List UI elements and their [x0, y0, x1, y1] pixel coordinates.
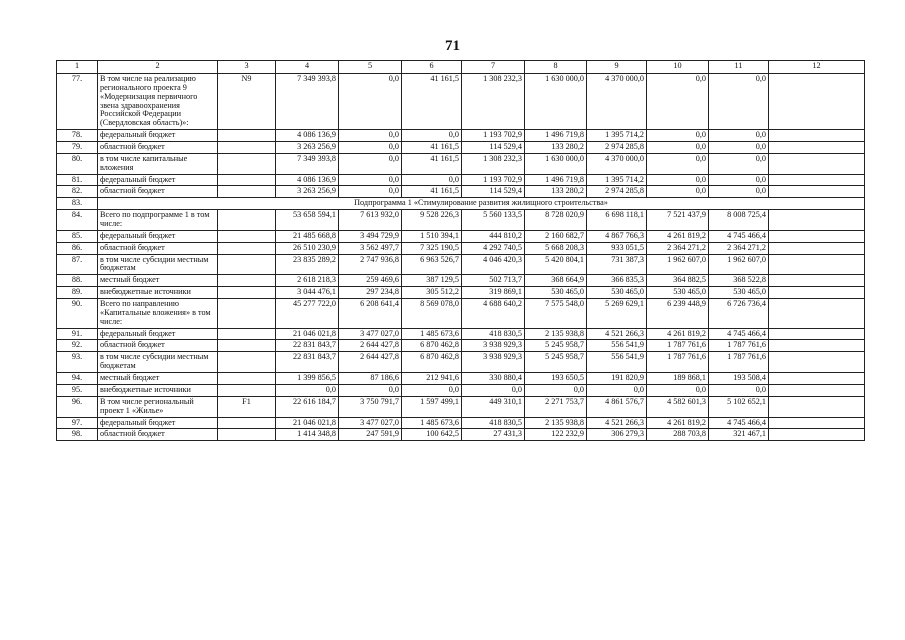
- value-cell: 4 046 420,3: [462, 254, 525, 275]
- subprogram-header: Подпрограмма 1 «Стимулирование развития жилищного строительства»: [98, 198, 865, 210]
- value-cell: 191 820,9: [587, 373, 647, 385]
- value-cell: 0,0: [402, 130, 462, 142]
- row-label: Всего по направлению «Капитальные вложения» в том числе:: [98, 299, 218, 329]
- value-cell: 444 810,2: [462, 230, 525, 242]
- value-cell: 0,0: [647, 384, 709, 396]
- column-number-row: [57, 61, 865, 74]
- value-cell: 0,0: [339, 153, 402, 174]
- value-cell: [769, 275, 865, 287]
- value-cell: 0,0: [339, 384, 402, 396]
- project-code: [218, 254, 276, 275]
- value-cell: 6 698 118,1: [587, 210, 647, 231]
- value-cell: 100 642,5: [402, 429, 462, 441]
- project-code: [218, 287, 276, 299]
- row-label: областной бюджет: [98, 186, 218, 198]
- value-cell: [769, 130, 865, 142]
- column-header: 8: [525, 61, 587, 74]
- row-label: федеральный бюджет: [98, 417, 218, 429]
- value-cell: 6 870 462,8: [402, 340, 462, 352]
- value-cell: 4 521 266,3: [587, 417, 647, 429]
- table-row: [57, 74, 865, 130]
- value-cell: 1 962 607,0: [709, 254, 769, 275]
- value-cell: 2 747 936,8: [339, 254, 402, 275]
- value-cell: 4 867 766,3: [587, 230, 647, 242]
- row-number: 83.: [57, 198, 98, 210]
- value-cell: 3 263 256,9: [276, 186, 339, 198]
- value-cell: 4 261 819,2: [647, 230, 709, 242]
- value-cell: 22 831 843,7: [276, 340, 339, 352]
- value-cell: 1 496 719,8: [525, 130, 587, 142]
- value-cell: [769, 142, 865, 154]
- row-label: федеральный бюджет: [98, 130, 218, 142]
- value-cell: 27 431,3: [462, 429, 525, 441]
- value-cell: 4 292 740,5: [462, 242, 525, 254]
- value-cell: 0,0: [709, 142, 769, 154]
- value-cell: 8 569 078,0: [402, 299, 462, 329]
- value-cell: 530 465,0: [525, 287, 587, 299]
- value-cell: 1 193 702,9: [462, 174, 525, 186]
- row-number: 88.: [57, 275, 98, 287]
- value-cell: 0,0: [525, 384, 587, 396]
- table-row: [57, 198, 865, 210]
- value-cell: 1 496 719,8: [525, 174, 587, 186]
- row-number: 95.: [57, 384, 98, 396]
- value-cell: 0,0: [276, 384, 339, 396]
- value-cell: 5 245 958,7: [525, 352, 587, 373]
- value-cell: 5 102 652,1: [709, 396, 769, 417]
- table-row: [57, 340, 865, 352]
- value-cell: 6 239 448,9: [647, 299, 709, 329]
- value-cell: 0,0: [647, 153, 709, 174]
- value-cell: 6 726 736,4: [709, 299, 769, 329]
- value-cell: 4 261 819,2: [647, 328, 709, 340]
- value-cell: 1 485 673,6: [402, 417, 462, 429]
- value-cell: 193 508,4: [709, 373, 769, 385]
- table-row: [57, 186, 865, 198]
- project-code: [218, 275, 276, 287]
- budget-table: [56, 60, 865, 441]
- value-cell: 4 861 576,7: [587, 396, 647, 417]
- value-cell: 449 310,1: [462, 396, 525, 417]
- row-number: 85.: [57, 230, 98, 242]
- table-row: [57, 142, 865, 154]
- value-cell: 3 477 027,0: [339, 328, 402, 340]
- value-cell: [769, 74, 865, 130]
- table-row: [57, 373, 865, 385]
- value-cell: [769, 210, 865, 231]
- value-cell: 22 616 184,7: [276, 396, 339, 417]
- value-cell: 288 703,8: [647, 429, 709, 441]
- value-cell: 7 325 190,5: [402, 242, 462, 254]
- row-label: областной бюджет: [98, 142, 218, 154]
- value-cell: 530 465,0: [647, 287, 709, 299]
- value-cell: 133 280,2: [525, 186, 587, 198]
- value-cell: [769, 429, 865, 441]
- row-label: областной бюджет: [98, 429, 218, 441]
- project-code: [218, 328, 276, 340]
- value-cell: 3 562 497,7: [339, 242, 402, 254]
- value-cell: 0,0: [339, 74, 402, 130]
- value-cell: 41 161,5: [402, 186, 462, 198]
- table-row: [57, 287, 865, 299]
- value-cell: 3 263 256,9: [276, 142, 339, 154]
- row-number: 78.: [57, 130, 98, 142]
- row-label: областной бюджет: [98, 242, 218, 254]
- value-cell: 1 787 761,6: [709, 340, 769, 352]
- value-cell: [769, 186, 865, 198]
- value-cell: 306 279,3: [587, 429, 647, 441]
- row-number: 92.: [57, 340, 98, 352]
- column-header: 3: [218, 61, 276, 74]
- row-label: в том числе капитальные вложения: [98, 153, 218, 174]
- value-cell: [769, 328, 865, 340]
- project-code: [218, 142, 276, 154]
- table-row: [57, 174, 865, 186]
- value-cell: [769, 287, 865, 299]
- value-cell: [769, 352, 865, 373]
- project-code: [218, 417, 276, 429]
- value-cell: 7 613 932,0: [339, 210, 402, 231]
- value-cell: 366 835,3: [587, 275, 647, 287]
- value-cell: 4 261 819,2: [647, 417, 709, 429]
- table-row: [57, 230, 865, 242]
- value-cell: 21 046 021,8: [276, 417, 339, 429]
- table-row: [57, 254, 865, 275]
- project-code: [218, 242, 276, 254]
- value-cell: 0,0: [402, 174, 462, 186]
- value-cell: 41 161,5: [402, 142, 462, 154]
- column-header: 11: [709, 61, 769, 74]
- value-cell: [769, 340, 865, 352]
- value-cell: 2 618 218,3: [276, 275, 339, 287]
- value-cell: 368 664,9: [525, 275, 587, 287]
- value-cell: 3 044 476,1: [276, 287, 339, 299]
- value-cell: 189 868,1: [647, 373, 709, 385]
- project-code: [218, 130, 276, 142]
- value-cell: 4 521 266,3: [587, 328, 647, 340]
- row-number: 81.: [57, 174, 98, 186]
- value-cell: 933 051,5: [587, 242, 647, 254]
- value-cell: 418 830,5: [462, 417, 525, 429]
- project-code: [218, 210, 276, 231]
- table-row: [57, 417, 865, 429]
- table-row: [57, 328, 865, 340]
- value-cell: 1 787 761,6: [647, 352, 709, 373]
- project-code: [218, 373, 276, 385]
- row-number: 91.: [57, 328, 98, 340]
- value-cell: 3 494 729,9: [339, 230, 402, 242]
- row-number: 77.: [57, 74, 98, 130]
- value-cell: 1 485 673,6: [402, 328, 462, 340]
- value-cell: 2 644 427,8: [339, 340, 402, 352]
- project-code: [218, 352, 276, 373]
- value-cell: 9 528 226,3: [402, 210, 462, 231]
- value-cell: 418 830,5: [462, 328, 525, 340]
- value-cell: 259 469,6: [339, 275, 402, 287]
- value-cell: 0,0: [462, 384, 525, 396]
- row-label: В том числе на реализацию регионального проекта 9 «Модернизация первичного звена здравоохранения Российской Федерации (Свердловская область)»:: [98, 74, 218, 130]
- row-label: в том числе субсидии местным бюджетам: [98, 254, 218, 275]
- row-label: местный бюджет: [98, 373, 218, 385]
- project-code: N9: [218, 74, 276, 130]
- value-cell: 2 271 753,7: [525, 396, 587, 417]
- value-cell: 133 280,2: [525, 142, 587, 154]
- row-number: 79.: [57, 142, 98, 154]
- row-number: 98.: [57, 429, 98, 441]
- row-number: 87.: [57, 254, 98, 275]
- value-cell: 6 963 526,7: [402, 254, 462, 275]
- table-row: [57, 384, 865, 396]
- value-cell: 0,0: [339, 186, 402, 198]
- value-cell: 1 308 232,3: [462, 153, 525, 174]
- row-label: Всего по подпрограмме 1 в том числе:: [98, 210, 218, 231]
- value-cell: 0,0: [339, 130, 402, 142]
- value-cell: 1 395 714,2: [587, 130, 647, 142]
- value-cell: 2 644 427,8: [339, 352, 402, 373]
- value-cell: 0,0: [709, 186, 769, 198]
- row-number: 93.: [57, 352, 98, 373]
- value-cell: 4 745 466,4: [709, 328, 769, 340]
- value-cell: 1 193 702,9: [462, 130, 525, 142]
- value-cell: 8 008 725,4: [709, 210, 769, 231]
- value-cell: 247 591,9: [339, 429, 402, 441]
- value-cell: 23 835 289,2: [276, 254, 339, 275]
- value-cell: 530 465,0: [709, 287, 769, 299]
- value-cell: 5 245 958,7: [525, 340, 587, 352]
- project-code: [218, 299, 276, 329]
- value-cell: 21 485 668,8: [276, 230, 339, 242]
- value-cell: 556 541,9: [587, 352, 647, 373]
- value-cell: 368 522,8: [709, 275, 769, 287]
- value-cell: 4 745 466,4: [709, 417, 769, 429]
- page-number: 71: [445, 38, 460, 54]
- row-number: 80.: [57, 153, 98, 174]
- value-cell: 0,0: [587, 384, 647, 396]
- value-cell: 1 787 761,6: [709, 352, 769, 373]
- value-cell: 3 938 929,3: [462, 352, 525, 373]
- value-cell: 3 750 791,7: [339, 396, 402, 417]
- row-label: В том числе региональный проект 1 «Жилье»: [98, 396, 218, 417]
- value-cell: 5 668 208,3: [525, 242, 587, 254]
- project-code: [218, 230, 276, 242]
- value-cell: 41 161,5: [402, 74, 462, 130]
- row-label: областной бюджет: [98, 340, 218, 352]
- table-row: [57, 352, 865, 373]
- column-header: 2: [98, 61, 218, 74]
- table-body: [57, 74, 865, 441]
- value-cell: 41 161,5: [402, 153, 462, 174]
- value-cell: 8 728 020,9: [525, 210, 587, 231]
- value-cell: 556 541,9: [587, 340, 647, 352]
- value-cell: 2 364 271,2: [709, 242, 769, 254]
- value-cell: 4 086 136,9: [276, 174, 339, 186]
- project-code: [218, 384, 276, 396]
- row-number: 86.: [57, 242, 98, 254]
- value-cell: 2 364 271,2: [647, 242, 709, 254]
- value-cell: 1 962 607,0: [647, 254, 709, 275]
- value-cell: [769, 417, 865, 429]
- row-number: 82.: [57, 186, 98, 198]
- value-cell: 5 560 133,5: [462, 210, 525, 231]
- value-cell: 330 880,4: [462, 373, 525, 385]
- value-cell: 4 688 640,2: [462, 299, 525, 329]
- value-cell: 0,0: [709, 153, 769, 174]
- value-cell: 87 186,6: [339, 373, 402, 385]
- value-cell: 1 399 856,5: [276, 373, 339, 385]
- value-cell: 0,0: [709, 74, 769, 130]
- value-cell: 26 510 230,9: [276, 242, 339, 254]
- value-cell: 6 208 641,4: [339, 299, 402, 329]
- value-cell: 1 414 348,8: [276, 429, 339, 441]
- value-cell: 22 831 843,7: [276, 352, 339, 373]
- column-header: 1: [57, 61, 98, 74]
- table-row: [57, 153, 865, 174]
- column-header: 4: [276, 61, 339, 74]
- value-cell: 530 465,0: [587, 287, 647, 299]
- value-cell: 305 512,2: [402, 287, 462, 299]
- value-cell: [769, 174, 865, 186]
- table-row: [57, 429, 865, 441]
- value-cell: 2 974 285,8: [587, 142, 647, 154]
- value-cell: 0,0: [402, 384, 462, 396]
- value-cell: 1 630 000,0: [525, 153, 587, 174]
- value-cell: 21 046 021,8: [276, 328, 339, 340]
- row-number: 97.: [57, 417, 98, 429]
- value-cell: 2 135 938,8: [525, 328, 587, 340]
- value-cell: 1 510 394,1: [402, 230, 462, 242]
- value-cell: 0,0: [647, 142, 709, 154]
- value-cell: 4 086 136,9: [276, 130, 339, 142]
- value-cell: 1 395 714,2: [587, 174, 647, 186]
- value-cell: 502 713,7: [462, 275, 525, 287]
- value-cell: 3 938 929,3: [462, 340, 525, 352]
- value-cell: 3 477 027,0: [339, 417, 402, 429]
- value-cell: 1 787 761,6: [647, 340, 709, 352]
- project-code: [218, 174, 276, 186]
- project-code: [218, 153, 276, 174]
- table-row: [57, 396, 865, 417]
- value-cell: 6 870 462,8: [402, 352, 462, 373]
- value-cell: 0,0: [709, 384, 769, 396]
- value-cell: 4 582 601,3: [647, 396, 709, 417]
- value-cell: 122 232,9: [525, 429, 587, 441]
- column-header: 7: [462, 61, 525, 74]
- project-code: [218, 186, 276, 198]
- row-number: 96.: [57, 396, 98, 417]
- table-row: [57, 299, 865, 329]
- value-cell: 319 869,1: [462, 287, 525, 299]
- value-cell: 53 658 594,1: [276, 210, 339, 231]
- row-label: федеральный бюджет: [98, 328, 218, 340]
- value-cell: 1 597 499,1: [402, 396, 462, 417]
- value-cell: 0,0: [647, 186, 709, 198]
- row-number: 90.: [57, 299, 98, 329]
- row-label: в том числе субсидии местным бюджетам: [98, 352, 218, 373]
- project-code: F1: [218, 396, 276, 417]
- value-cell: 387 129,5: [402, 275, 462, 287]
- value-cell: 5 269 629,1: [587, 299, 647, 329]
- value-cell: 7 575 548,0: [525, 299, 587, 329]
- value-cell: 5 420 804,1: [525, 254, 587, 275]
- value-cell: 4 370 000,0: [587, 153, 647, 174]
- column-header: 9: [587, 61, 647, 74]
- table-row: [57, 210, 865, 231]
- value-cell: 731 387,3: [587, 254, 647, 275]
- value-cell: 321 467,1: [709, 429, 769, 441]
- value-cell: 212 941,6: [402, 373, 462, 385]
- value-cell: 45 277 722,0: [276, 299, 339, 329]
- row-number: 94.: [57, 373, 98, 385]
- row-number: 89.: [57, 287, 98, 299]
- value-cell: 4 370 000,0: [587, 74, 647, 130]
- value-cell: 7 521 437,9: [647, 210, 709, 231]
- value-cell: [769, 254, 865, 275]
- value-cell: 114 529,4: [462, 142, 525, 154]
- value-cell: [769, 384, 865, 396]
- value-cell: 0,0: [709, 130, 769, 142]
- value-cell: [769, 230, 865, 242]
- table-row: [57, 242, 865, 254]
- project-code: [218, 429, 276, 441]
- value-cell: 114 529,4: [462, 186, 525, 198]
- value-cell: 364 882,5: [647, 275, 709, 287]
- column-header: 12: [769, 61, 865, 74]
- row-label: внебюджетные источники: [98, 287, 218, 299]
- value-cell: [769, 299, 865, 329]
- value-cell: 0,0: [339, 174, 402, 186]
- table-row: [57, 130, 865, 142]
- value-cell: 2 974 285,8: [587, 186, 647, 198]
- column-header: 5: [339, 61, 402, 74]
- value-cell: [769, 153, 865, 174]
- value-cell: 0,0: [647, 74, 709, 130]
- value-cell: 2 135 938,8: [525, 417, 587, 429]
- table-row: [57, 275, 865, 287]
- value-cell: 0,0: [647, 130, 709, 142]
- row-label: федеральный бюджет: [98, 230, 218, 242]
- value-cell: 1 308 232,3: [462, 74, 525, 130]
- value-cell: 2 160 682,7: [525, 230, 587, 242]
- value-cell: 7 349 393,8: [276, 74, 339, 130]
- value-cell: 297 234,8: [339, 287, 402, 299]
- value-cell: 4 745 466,4: [709, 230, 769, 242]
- column-header: 6: [402, 61, 462, 74]
- value-cell: [769, 242, 865, 254]
- value-cell: 0,0: [647, 174, 709, 186]
- value-cell: 0,0: [339, 142, 402, 154]
- value-cell: 1 630 000,0: [525, 74, 587, 130]
- row-number: 84.: [57, 210, 98, 231]
- value-cell: 7 349 393,8: [276, 153, 339, 174]
- value-cell: 193 650,5: [525, 373, 587, 385]
- row-label: федеральный бюджет: [98, 174, 218, 186]
- column-header: 10: [647, 61, 709, 74]
- value-cell: [769, 396, 865, 417]
- value-cell: 0,0: [709, 174, 769, 186]
- row-label: внебюджетные источники: [98, 384, 218, 396]
- value-cell: [769, 373, 865, 385]
- project-code: [218, 340, 276, 352]
- row-label: местный бюджет: [98, 275, 218, 287]
